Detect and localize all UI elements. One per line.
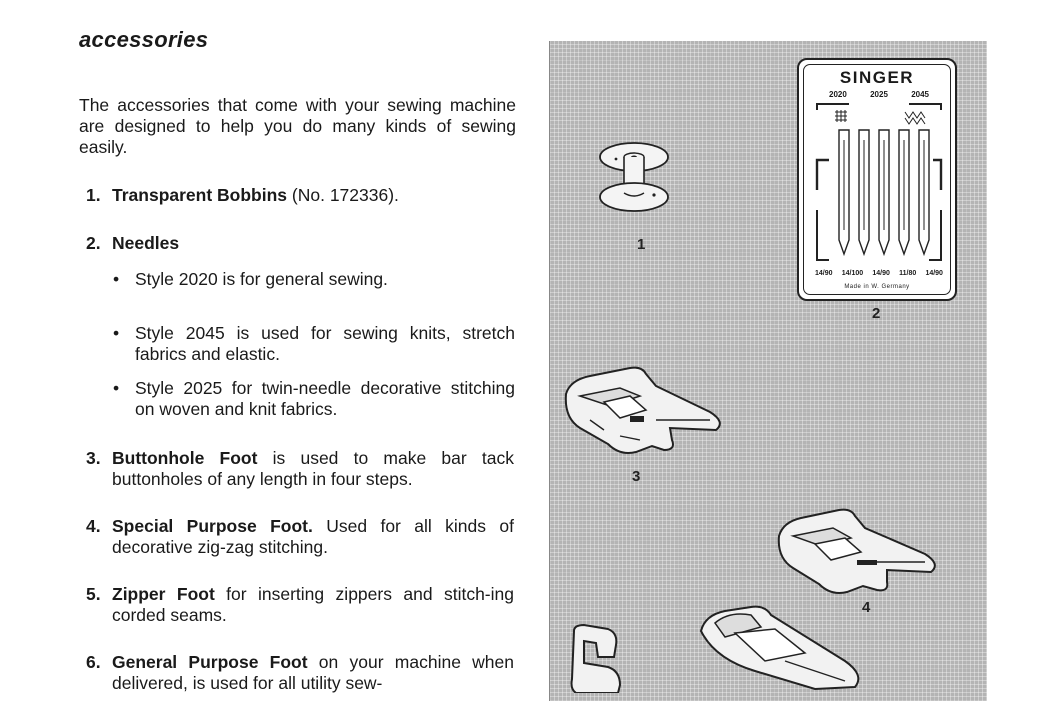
general-purpose-foot-icon — [568, 623, 628, 693]
needle-text: Style 2020 is for general sewing. — [135, 269, 388, 289]
needle-style-label: 2025 — [870, 90, 888, 99]
needle-size-label: 14/90 — [815, 270, 833, 277]
list-item-needles — [86, 233, 514, 254]
item-name: General Purpose Foot — [112, 652, 308, 672]
item-name: Buttonhole Foot — [112, 448, 258, 468]
figure-label-1: 1 — [637, 236, 646, 253]
figure-label-3: 3 — [632, 468, 641, 485]
bullet: • — [113, 269, 120, 289]
item-text: is used to make bar tack buttonholes of any length in four steps. — [112, 448, 514, 489]
item-text: on your machine when delivered, is used for all utility sew- — [112, 652, 514, 693]
item-name: Special Purpose Foot. — [112, 516, 313, 536]
bullet: • — [113, 323, 120, 343]
item-name: Zipper Foot — [112, 584, 215, 604]
needles-icon — [809, 100, 949, 270]
needle-size-label: 14/90 — [872, 270, 890, 277]
needle-style-2045 — [113, 323, 515, 365]
figure-label-2: 2 — [872, 305, 881, 322]
buttonhole-foot-icon — [560, 366, 730, 466]
list-item-special-purpose-foot — [86, 516, 514, 558]
special-purpose-foot-icon — [775, 506, 945, 602]
list-item-bobbins — [86, 185, 514, 206]
accessories-illustration — [549, 41, 987, 701]
needle-style-label: 2045 — [911, 90, 929, 99]
item-number: 2. — [86, 233, 101, 253]
needle-pack-footer: Made in W. Germany — [844, 284, 910, 290]
needle-style-label: 2020 — [829, 90, 847, 99]
item-text: for inserting zippers and stitch-ing corded seams. — [112, 584, 514, 625]
list-item-general-purpose-foot — [86, 652, 514, 694]
item-name: Transparent Bobbins — [112, 185, 288, 205]
needle-style-2020 — [113, 269, 515, 290]
needle-pack-brand: SINGER — [839, 68, 915, 87]
needle-text: Style 2025 for twin-needle decorative stitching on woven and knit fabrics. — [135, 378, 515, 419]
bullet: • — [113, 378, 120, 398]
needle-text: Style 2045 is used for sewing knits, stretch fabrics and elastic. — [135, 323, 515, 364]
list-item-zipper-foot — [86, 584, 514, 626]
bobbin-icon — [594, 137, 674, 233]
item-number: 5. — [86, 584, 101, 604]
page-title: accessories — [79, 27, 209, 52]
needle-style-2025 — [113, 378, 515, 420]
item-number: 6. — [86, 652, 101, 672]
list-item-buttonhole-foot — [86, 448, 514, 490]
needle-size-label: 14/90 — [925, 270, 943, 277]
needle-pack — [797, 58, 957, 301]
intro-paragraph: The accessories that come with your sewing machine are designed to help you do many kinds of sewing easily. — [79, 95, 516, 157]
needle-size-label: 11/80 — [899, 270, 917, 277]
needle-size-label: 14/100 — [841, 270, 864, 277]
item-text: Used for all kinds of decorative zig-zag stitching. — [112, 516, 514, 557]
item-number: 3. — [86, 448, 101, 468]
zipper-foot-icon — [695, 601, 885, 691]
item-text: (No. 172336). — [287, 185, 399, 205]
item-name: Needles — [112, 233, 180, 253]
item-number: 4. — [86, 516, 101, 536]
figure-label-4: 4 — [862, 599, 871, 616]
item-number: 1. — [86, 185, 101, 205]
